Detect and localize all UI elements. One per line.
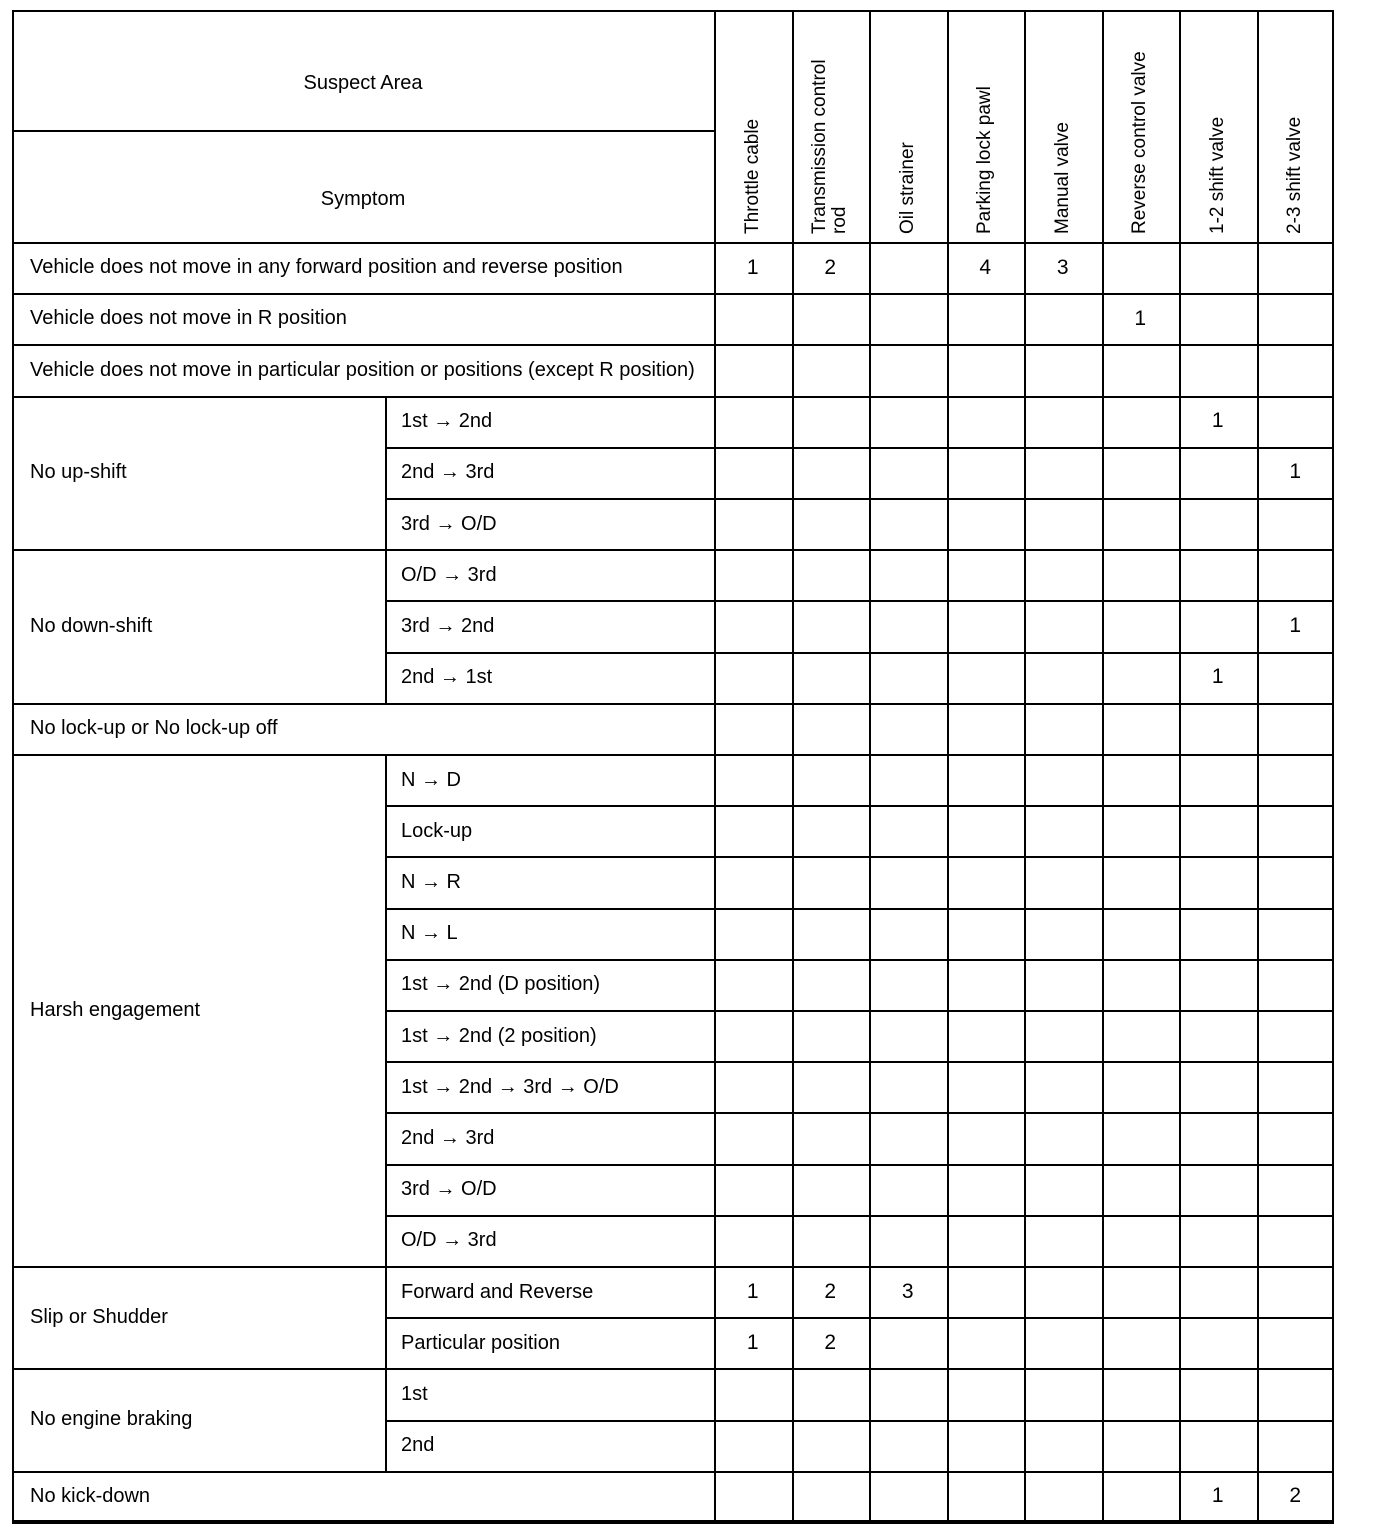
priority-value: 1 [1134, 306, 1147, 330]
sub-symptom-label: 3rd → O/D [401, 512, 497, 535]
row-rule [12, 344, 1334, 346]
sub-row-rule [385, 1266, 1334, 1268]
sub-symptom-label: 3rd → 2nd [401, 615, 495, 637]
symptom-group-label: Vehicle does not move in particular position or positions (except R position) [30, 358, 695, 381]
priority-value: 2 [824, 255, 837, 279]
column-header-label: 2-3 shift valve [1284, 116, 1306, 234]
symptom-group-label: Vehicle does not move in any forward position and reverse position [30, 256, 623, 279]
sub-row-rule [385, 1420, 1334, 1422]
sub-symptom-label: 1st [401, 1383, 428, 1405]
sub-symptom-label: N → D [401, 768, 461, 791]
column-divider [714, 10, 716, 1522]
suspect-area-label: Suspect Area [303, 72, 423, 94]
sub-row-rule [385, 908, 1334, 910]
sub-row-rule [385, 1215, 1334, 1217]
sub-symptom-label: 2nd [401, 1434, 435, 1457]
sub-symptom-label: O/D → 3rd [401, 563, 497, 586]
column-header-label: 1-2 shift valve [1206, 116, 1228, 234]
symptom-group-label: No engine braking [30, 1408, 193, 1431]
priority-value: 1 [1211, 409, 1224, 433]
symptom-label: Symptom [320, 188, 406, 210]
row-rule [12, 293, 1334, 295]
sub-symptom-label: N → R [401, 871, 461, 893]
sub-column-divider [385, 549, 387, 703]
sub-symptom-label: 2nd → 3rd [401, 461, 495, 484]
sub-symptom-label: 2nd → 1st [401, 666, 493, 689]
sub-symptom-label: 1st → 2nd → 3rd → O/D [401, 1075, 619, 1098]
column-divider [869, 10, 871, 1522]
sub-row-rule [385, 652, 1334, 654]
priority-value: 1 [1211, 1484, 1224, 1508]
symptom-group-label: Harsh engagement [30, 998, 201, 1021]
sub-symptom-label: 1st → 2nd (D position) [401, 973, 600, 996]
column-header-label: Reverse control valve [1129, 51, 1151, 234]
symptom-group-label: No down-shift [30, 614, 153, 637]
sub-row-rule [385, 498, 1334, 500]
sub-row-rule [385, 1112, 1334, 1114]
priority-value: 1 [1289, 614, 1302, 637]
sub-symptom-label: N → L [401, 922, 458, 945]
priority-value: 2 [824, 1330, 837, 1354]
priority-value: 2 [824, 1279, 837, 1303]
sub-row-rule [385, 600, 1334, 602]
symptom-group-label: No up-shift [30, 460, 127, 483]
column-header-label: Parking lock pawl [974, 86, 996, 234]
sub-symptom-label: 1st → 2nd (2 position) [401, 1024, 597, 1047]
row-rule [12, 396, 1334, 398]
column-header-label: Manual valve [1051, 122, 1073, 234]
sub-symptom-label: 3rd → O/D [401, 1178, 497, 1201]
priority-value: 3 [1056, 255, 1069, 279]
symptom-group-label: No lock-up or No lock-up off [30, 716, 278, 739]
sub-row-rule [385, 1317, 1334, 1319]
column-divider [1179, 10, 1181, 1522]
sub-row-rule [385, 1368, 1334, 1370]
sub-row-rule [385, 1010, 1334, 1012]
column-divider [1024, 10, 1026, 1522]
sub-row-rule [385, 1061, 1334, 1063]
column-header-label: Throttle cable [741, 118, 763, 234]
priority-value: 3 [901, 1279, 914, 1303]
table-border-right [1332, 10, 1334, 1522]
sub-symptom-label: 1st → 2nd [401, 410, 493, 433]
sub-row-rule [385, 447, 1334, 449]
sub-row-rule [385, 549, 1334, 551]
sub-row-rule [385, 1164, 1334, 1166]
priority-value: 1 [1211, 665, 1224, 689]
troubleshooting-table [12, 10, 1334, 1522]
priority-value: 1 [746, 1330, 759, 1354]
symptom-group-label: Vehicle does not move in R position [30, 307, 347, 330]
column-header-label: Transmission control [809, 59, 831, 234]
sub-row-rule [385, 856, 1334, 858]
sub-symptom-label: 2nd → 3rd [401, 1127, 495, 1149]
column-divider [1257, 10, 1259, 1522]
table-border-top [12, 10, 1334, 12]
sub-row-rule [385, 959, 1334, 961]
column-divider [1102, 10, 1104, 1522]
column-divider [947, 10, 949, 1522]
sub-row-rule [385, 805, 1334, 807]
priority-value: 4 [979, 255, 992, 279]
sub-symptom-label: O/D → 3rd [401, 1229, 497, 1252]
row-rule [12, 754, 1334, 756]
sub-row-rule [385, 1471, 1334, 1473]
table-border-left [12, 10, 14, 1522]
column-header-label: Oil strainer [896, 142, 918, 234]
priority-value: 2 [1289, 1484, 1302, 1508]
header-divider [12, 130, 714, 132]
row-rule [12, 1522, 1334, 1524]
priority-value: 1 [1289, 460, 1302, 484]
symptom-group-label: Slip or Shudder [30, 1305, 168, 1328]
priority-value: 1 [746, 1279, 759, 1303]
column-header-label: rod [829, 206, 851, 234]
sub-symptom-label: Forward and Reverse [401, 1280, 594, 1303]
sub-row-rule [385, 703, 1334, 705]
header-bottom-rule [12, 242, 1334, 244]
symptom-group-label: No kick-down [30, 1484, 151, 1507]
priority-value: 1 [746, 255, 759, 279]
sub-symptom-label: Particular position [401, 1331, 560, 1354]
sub-symptom-label: Lock-up [401, 819, 473, 842]
sub-column-divider [385, 396, 387, 550]
column-divider [792, 10, 794, 1522]
